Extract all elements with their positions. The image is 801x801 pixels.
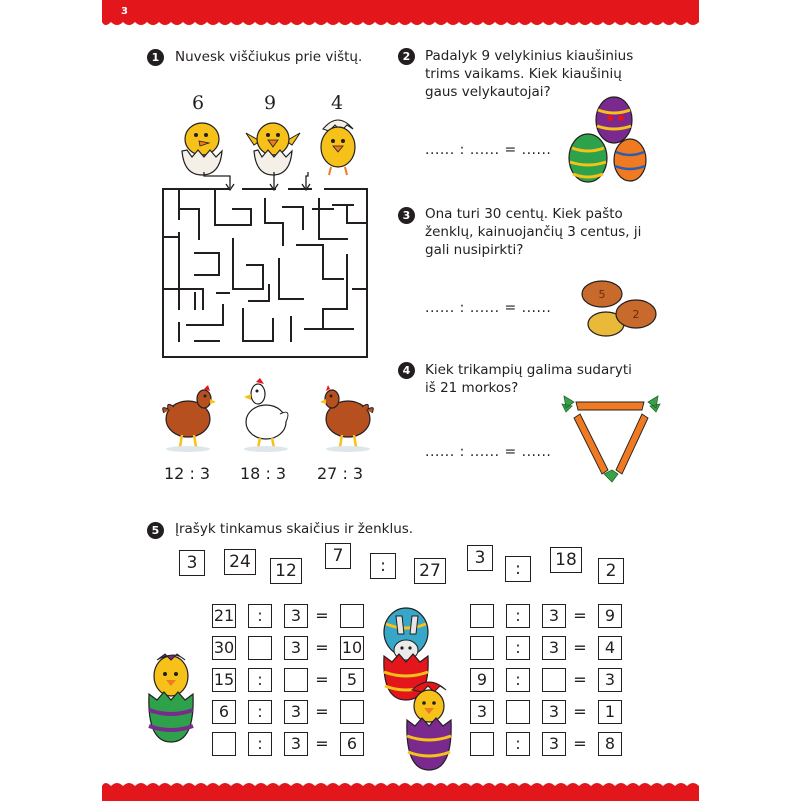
answer-box[interactable] xyxy=(470,732,494,756)
answer-box[interactable]: 5 xyxy=(340,668,364,692)
hen-illustration xyxy=(236,378,296,453)
answer-box[interactable]: 9 xyxy=(598,604,622,628)
maze xyxy=(163,189,367,357)
number-chip[interactable]: 3 xyxy=(467,545,493,571)
answer-box[interactable]: 3 xyxy=(542,700,566,724)
chick-number: 6 xyxy=(192,92,205,114)
question-line: gaus velykautojai? xyxy=(425,84,551,100)
operator-box[interactable]: : xyxy=(248,668,272,692)
answer-box[interactable]: 3 xyxy=(284,732,308,756)
chick-in-egg-illustration xyxy=(404,678,454,772)
operator-chip[interactable]: : xyxy=(505,556,531,582)
answer-box[interactable]: 3 xyxy=(542,636,566,660)
answer-box[interactable]: 1 xyxy=(598,700,622,724)
answer-box[interactable]: 3 xyxy=(542,604,566,628)
top-band-wave xyxy=(102,18,699,30)
answer-box[interactable]: 8 xyxy=(598,732,622,756)
number-chip[interactable]: 18 xyxy=(550,547,582,573)
answer-box[interactable]: 3 xyxy=(542,732,566,756)
answer-blank[interactable]: ...... : ...... = ...... xyxy=(425,300,552,316)
answer-box[interactable] xyxy=(284,668,308,692)
easter-eggs-illustration xyxy=(566,96,656,188)
number-chip[interactable]: 24 xyxy=(224,549,256,575)
number-chip[interactable]: 27 xyxy=(414,558,446,584)
answer-box[interactable] xyxy=(470,604,494,628)
answer-box[interactable] xyxy=(542,668,566,692)
question-line: Kiek trikampių galima sudaryti xyxy=(425,362,632,378)
answer-box[interactable]: 15 xyxy=(212,668,236,692)
operator-box[interactable]: : xyxy=(506,732,530,756)
answer-box[interactable] xyxy=(340,700,364,724)
task3-question xyxy=(425,205,641,259)
answer-box[interactable] xyxy=(212,732,236,756)
answer-box[interactable]: 3 xyxy=(284,604,308,628)
question-line: iš 21 morkos? xyxy=(425,380,519,396)
coins-illustration xyxy=(580,278,660,340)
operator-box[interactable]: : xyxy=(506,668,530,692)
top-band xyxy=(102,0,699,22)
equals-sign: = xyxy=(315,638,329,657)
hen-expression: 27 : 3 xyxy=(317,464,364,483)
equals-sign: = xyxy=(573,606,587,625)
svg-text:2: 2 xyxy=(632,308,640,321)
answer-blank[interactable]: ...... : ...... = ...... xyxy=(425,142,552,158)
answer-box[interactable] xyxy=(340,604,364,628)
task1-badge: 1 xyxy=(147,49,164,66)
question-line: Padalyk 9 velykinius kiaušinius xyxy=(425,48,634,64)
task2-badge: 2 xyxy=(398,48,415,65)
chick-number: 9 xyxy=(264,92,277,114)
bottom-band-wave xyxy=(102,778,699,790)
svg-text:5: 5 xyxy=(598,288,606,301)
task5-badge: 5 xyxy=(147,522,164,539)
number-chip[interactable]: 2 xyxy=(598,558,624,584)
equals-sign: = xyxy=(315,670,329,689)
chick-illustration xyxy=(242,115,304,177)
operator-box[interactable] xyxy=(506,700,530,724)
answer-box[interactable]: 10 xyxy=(340,636,364,660)
question-line: Ona turi 30 centų. Kiek pašto xyxy=(425,206,623,222)
number-chip[interactable]: 3 xyxy=(179,550,205,576)
equals-sign: = xyxy=(573,702,587,721)
task4-badge: 4 xyxy=(398,362,415,379)
task3-badge: 3 xyxy=(398,207,415,224)
answer-box[interactable]: 4 xyxy=(598,636,622,660)
task2-question xyxy=(425,47,633,101)
answer-box[interactable]: 3 xyxy=(284,636,308,660)
answer-box[interactable]: 3 xyxy=(284,700,308,724)
answer-box[interactable]: 9 xyxy=(470,668,494,692)
equals-sign: = xyxy=(315,702,329,721)
chick-number: 4 xyxy=(331,92,344,114)
equals-sign: = xyxy=(315,606,329,625)
equals-sign: = xyxy=(573,638,587,657)
equals-sign: = xyxy=(315,734,329,753)
hen-illustration xyxy=(158,383,218,453)
operator-box[interactable]: : xyxy=(248,700,272,724)
operator-box[interactable]: : xyxy=(248,604,272,628)
operator-box[interactable]: : xyxy=(506,636,530,660)
number-chip[interactable]: 7 xyxy=(325,543,351,569)
question-line: trims vaikams. Kiek kiaušinių xyxy=(425,66,622,82)
page-number: 3 xyxy=(121,6,128,17)
chick-illustration xyxy=(313,115,363,177)
answer-box[interactable]: 3 xyxy=(470,700,494,724)
answer-box[interactable] xyxy=(470,636,494,660)
chick-in-egg-illustration xyxy=(145,650,197,746)
carrots-triangle-illustration xyxy=(560,390,662,482)
answer-box[interactable]: 21 xyxy=(212,604,236,628)
answer-box[interactable]: 30 xyxy=(212,636,236,660)
bottom-band xyxy=(102,786,699,801)
hen-illustration xyxy=(318,383,378,453)
operator-box[interactable]: : xyxy=(506,604,530,628)
hen-expression: 12 : 3 xyxy=(164,464,211,483)
answer-blank[interactable]: ...... : ...... = ...... xyxy=(425,444,552,460)
answer-box[interactable]: 6 xyxy=(212,700,236,724)
equals-sign: = xyxy=(573,670,587,689)
task5-instruction: Įrašyk tinkamus skaičius ir ženklus. xyxy=(175,521,414,537)
task1-instruction: Nuvesk viščiukus prie vištų. xyxy=(175,49,363,65)
chick-illustration xyxy=(172,115,232,177)
operator-chip[interactable]: : xyxy=(370,553,396,579)
equals-sign: = xyxy=(573,734,587,753)
answer-box[interactable]: 6 xyxy=(340,732,364,756)
answer-box[interactable]: 3 xyxy=(598,668,622,692)
operator-box[interactable] xyxy=(248,636,272,660)
question-line: gali nusipirkti? xyxy=(425,242,524,258)
operator-box[interactable]: : xyxy=(248,732,272,756)
number-chip[interactable]: 12 xyxy=(270,558,302,584)
hen-expression: 18 : 3 xyxy=(240,464,287,483)
question-line: ženklų, kainuojančių 3 centus, ji xyxy=(425,224,642,240)
